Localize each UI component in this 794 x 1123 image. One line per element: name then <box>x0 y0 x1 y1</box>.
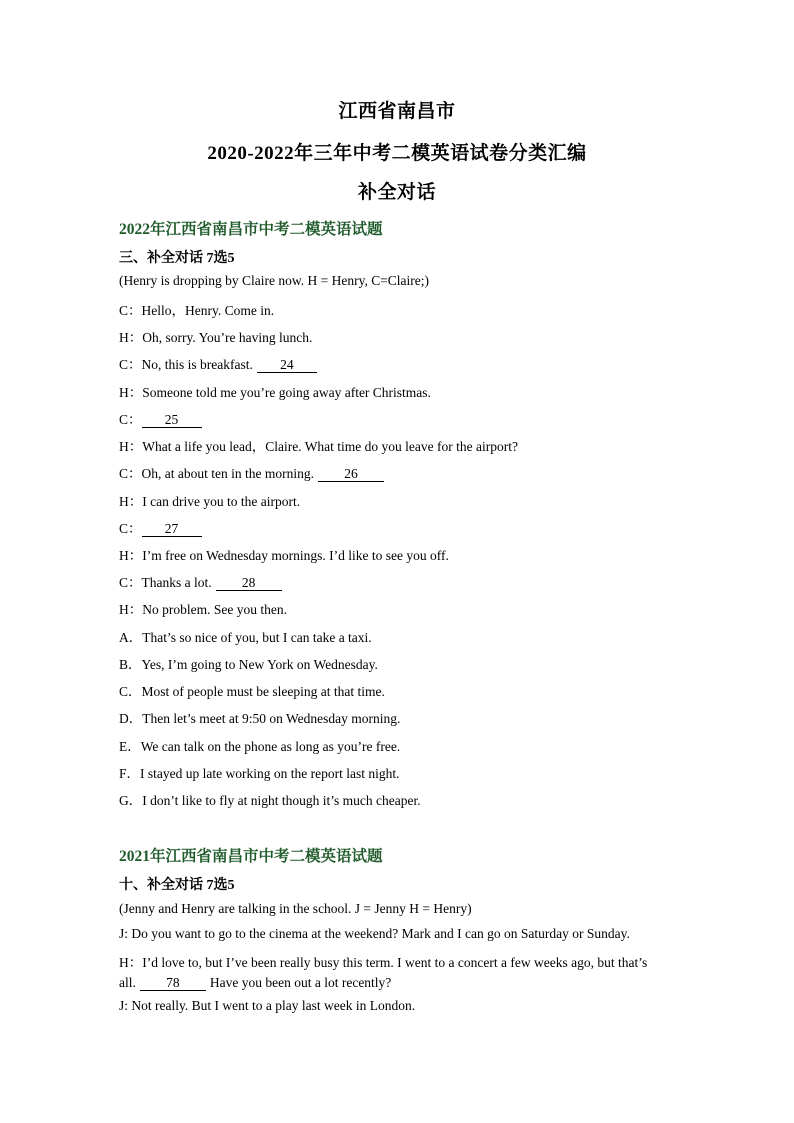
answer-blank-27[interactable]: 27 <box>142 521 202 537</box>
dialogue-line: J: Not really. But I went to a play last week in London. <box>119 998 416 1013</box>
dialogue-line: C： 25 <box>119 408 679 428</box>
dialogue-line: C：No, this is breakfast. 24 <box>119 353 679 373</box>
option-d: D．Then let’s meet at 9:50 on Wednesday morning. <box>119 711 401 726</box>
answer-blank-78[interactable]: 78 <box>140 975 206 991</box>
section-2021-heading: 2021年江西省南昌市中考二模英语试题 <box>119 848 383 865</box>
title-collection: 2020-2022年三年中考二模英语试卷分类汇编 <box>207 143 587 164</box>
dialogue-line: H：I’m free on Wednesday mornings. I’d like to see you off. <box>119 548 449 563</box>
option-b: B．Yes, I’m going to New York on Wednesday. <box>119 657 378 672</box>
answer-blank-24[interactable]: 24 <box>257 357 317 373</box>
option-a: A．That’s so nice of you, but I can take a taxi. <box>119 630 372 645</box>
section-2022-intro: (Henry is dropping by Claire now. H = Henry, C=Claire;) <box>119 273 430 288</box>
dialogue-line: H：I’d love to, but I’ve been really busy this term. I went to a concert a few weeks ago, but that’s <box>119 955 648 970</box>
option-c: C．Most of people must be sleeping at that time. <box>119 684 385 699</box>
dialogue-line: C：Hello，Henry. Come in. <box>119 303 275 318</box>
option-e: E．We can talk on the phone as long as you’re free. <box>119 739 401 754</box>
answer-blank-25[interactable]: 25 <box>142 412 202 428</box>
dialogue-line: H：Oh, sorry. You’re having lunch. <box>119 330 313 345</box>
dialogue-line: J: Do you want to go to the cinema at the weekend? Mark and I can go on Saturday or Sunday. <box>119 926 630 941</box>
section-2021-intro: (Jenny and Henry are talking in the school. J = Jenny H = Henry) <box>119 901 472 916</box>
section-2021-subheading: 十、补全对话 7选5 <box>119 878 235 893</box>
title-topic: 补全对话 <box>357 182 436 203</box>
dialogue-line: C：Oh, at about ten in the morning. 26 <box>119 462 679 482</box>
answer-blank-28[interactable]: 28 <box>216 575 282 591</box>
title-city: 江西省南昌市 <box>338 101 456 122</box>
dialogue-line: C：Thanks a lot. 28 <box>119 571 679 591</box>
option-g: G．I don’t like to fly at night though it’s much cheaper. <box>119 793 421 808</box>
dialogue-line: H：Someone told me you’re going away after Christmas. <box>119 385 431 400</box>
section-2022-heading: 2022年江西省南昌市中考二模英语试题 <box>119 221 383 238</box>
section-2022-subheading: 三、补全对话 7选5 <box>119 251 235 266</box>
dialogue-line: H：What a life you lead，Claire. What time do you leave for the airport? <box>119 439 518 454</box>
dialogue-line: H：I can drive you to the airport. <box>119 494 301 509</box>
option-f: F．I stayed up late working on the report last night. <box>119 766 400 781</box>
answer-blank-26[interactable]: 26 <box>318 466 384 482</box>
dialogue-line: all. 78 Have you been out a lot recently? <box>119 975 392 990</box>
dialogue-line: H：No problem. See you then. <box>119 602 287 617</box>
dialogue-line: C： 27 <box>119 517 679 537</box>
